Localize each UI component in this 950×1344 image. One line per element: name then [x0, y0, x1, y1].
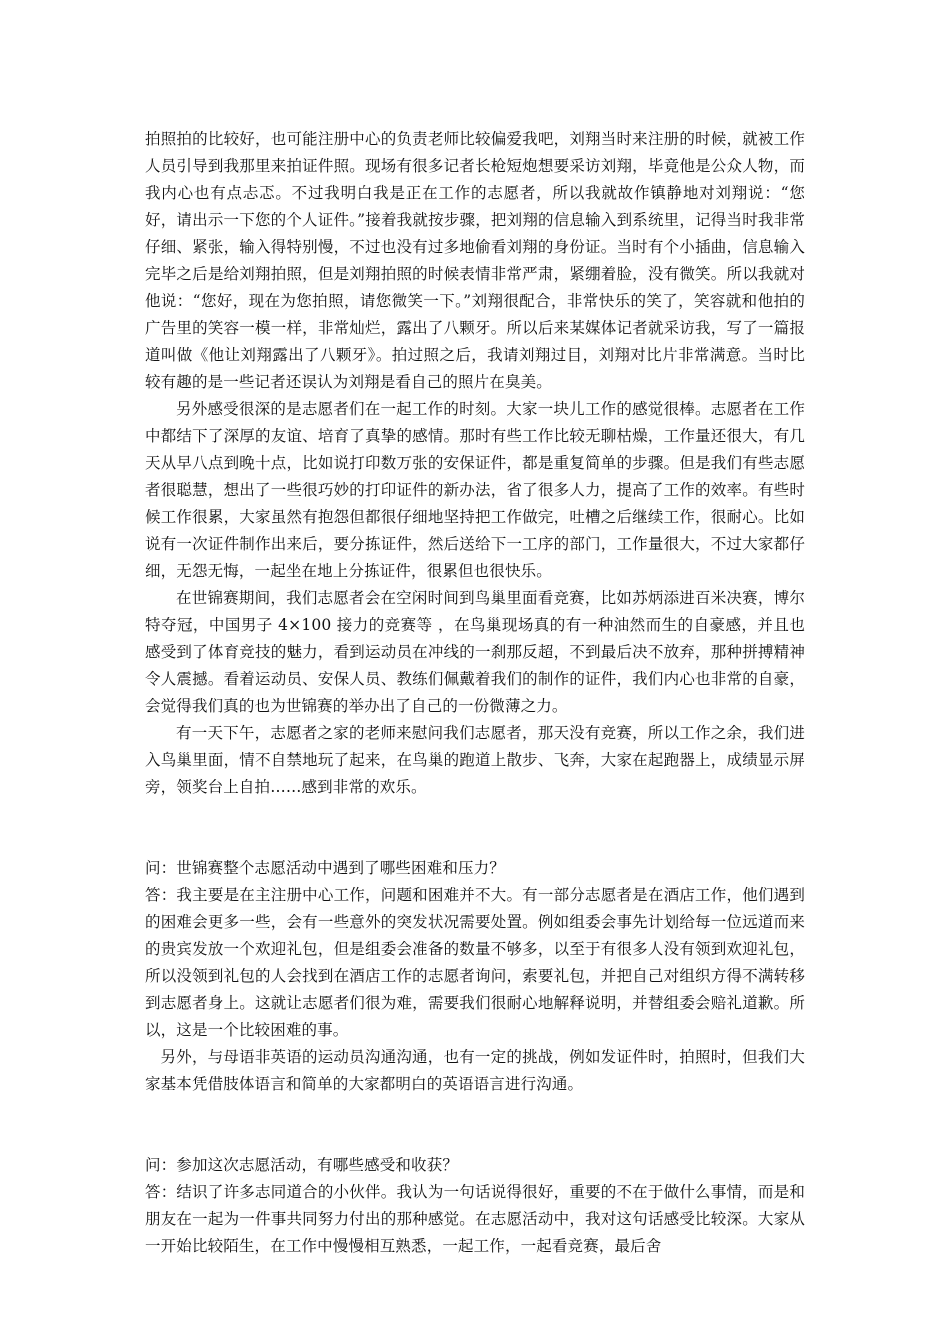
answer-difficulties: 答：我主要是在主注册中心工作，问题和困难并不大。有一部分志愿者是在酒店工作，他们遇到的困难会更多一些，会有一些意外的突发状况需要处置。例如组委会事先计划给每一位远道而来的贵宾发放一个欢迎礼包，但是组委会准备的数量不够多，以至于有很多人没有领到欢迎礼包，所以没领到礼包的人会找到在酒店工作的志愿者询问，索要礼包，并把自己对组织方得不满转移到志愿者身上。这就让志愿者们很为难，需要我们很耐心地解释说明，并替组委会赔礼道歉。所以，这是一个比较困难的事。	[145, 886, 805, 1039]
paragraph-bird-nest-afternoon: 有一天下午，志愿者之家的老师来慰问我们志愿者，那天没有竞赛，所以工作之余，我们进入鸟巢里面，情不自禁地玩了起来，在鸟巢的跑道上散步、飞奔，大家在起跑器上，成绩显示屏旁，领奖台上自拍……感到非常的欢乐。	[145, 724, 805, 796]
qa-difficulties	[145, 855, 805, 1098]
answer-gains: 答：结识了许多志同道合的小伙伴。我认为一句话说得很好，重要的不在于做什么事情，而是和朋友在一起为一件事共同努力付出的那种感觉。在志愿活动中，我对这句话感受比较深。大家从一开始比较陌生，在工作中慢慢相互熟悉，一起工作，一起看竞赛，最后舍	[145, 1183, 805, 1255]
question-difficulties: 问：世锦赛整个志愿活动中遇到了哪些困难和压力？	[145, 859, 505, 877]
paragraph-watching-competition: 在世锦赛期间，我们志愿者会在空闲时间到鸟巢里面看竞赛，比如苏炳添进百米决赛，博尔特夺冠，中国男子 4×100 接力的竞赛等 ，在鸟巢现场真的有一种油然而生的自豪感，并且也感受到了体育竞技的魅力，看到运动员在冲线的一刹那反超，不到最后决不放弃，那种拼搏精神令人震撼。看着运动员、安保人员、教练们佩戴着我们的制作的证件，我们内心也非常的自豪，会觉得我们真的也为世锦赛的举办出了自己的一份微薄之力。	[145, 589, 805, 715]
paragraph-liu-xiang-photo: 拍照拍的比较好，也可能注册中心的负责老师比较偏爱我吧，刘翔当时来注册的时候，就被工作人员引导到我那里来拍证件照。现场有很多记者长枪短炮想要采访刘翔，毕竟他是公众人物，而我内心也有点忐忑。不过我明白我是正在工作的志愿者，所以我就故作镇静地对刘翔说：“您好，请出示一下您的个人证件。”接着我就按步骤，把刘翔的信息输入到系统里，记得当时我非常仔细、紧张，输入得特别慢，不过也没有过多地偷看刘翔的身份证。当时有个小插曲，信息输入完毕之后是给刘翔拍照，但是刘翔拍照的时候表情非常严肃，紧绷着脸，没有微笑。所以我就对他说：“您好，现在为您拍照，请您微笑一下。”刘翔很配合，非常快乐的笑了，笑容就和他拍的广告里的笑容一模一样，非常灿烂，露出了八颗牙。所以后来某媒体记者就采访我，写了一篇报道叫做《他让刘翔露出了八颗牙》。拍过照之后，我请刘翔过目，刘翔对比片非常满意。当时比较有趣的是一些记者还误认为刘翔是看自己的照片在臭美。	[145, 130, 805, 391]
section-gap	[145, 1098, 805, 1152]
section-gap	[145, 801, 805, 855]
document-page	[145, 126, 805, 1260]
paragraph-volunteers-teamwork: 另外感受很深的是志愿者们在一起工作的时刻。大家一块儿工作的感觉很棒。志愿者在工作中都结下了深厚的友谊、培育了真挚的感情。那时有些工作比较无聊枯燥，工作量还很大，有几天从早八点到晚十点，比如说打印数万张的安保证件，都是重复简单的步骤。但是我们有些志愿者很聪慧，想出了一些很巧妙的打印证件的新办法，省了很多人力，提高了工作的效率。有些时候工作很累，大家虽然有抱怨但都很仔细地坚持把工作做完，吐槽之后继续工作，很耐心。比如说有一次证件制作出来后，要分拣证件，然后送给下一工序的部门，工作量很大，不过大家都仔细，无怨无悔，一起坐在地上分拣证件，很累但也很快乐。	[145, 400, 805, 580]
answer-language-challenge: 另外，与母语非英语的运动员沟通沟通，也有一定的挑战，例如发证件时，拍照时，但我们大家基本凭借肢体语言和简单的大家都明白的英语语言进行沟通。	[145, 1048, 805, 1093]
question-gains: 问：参加这次志愿活动，有哪些感受和收获？	[145, 1156, 459, 1174]
qa-gains	[145, 1152, 805, 1260]
